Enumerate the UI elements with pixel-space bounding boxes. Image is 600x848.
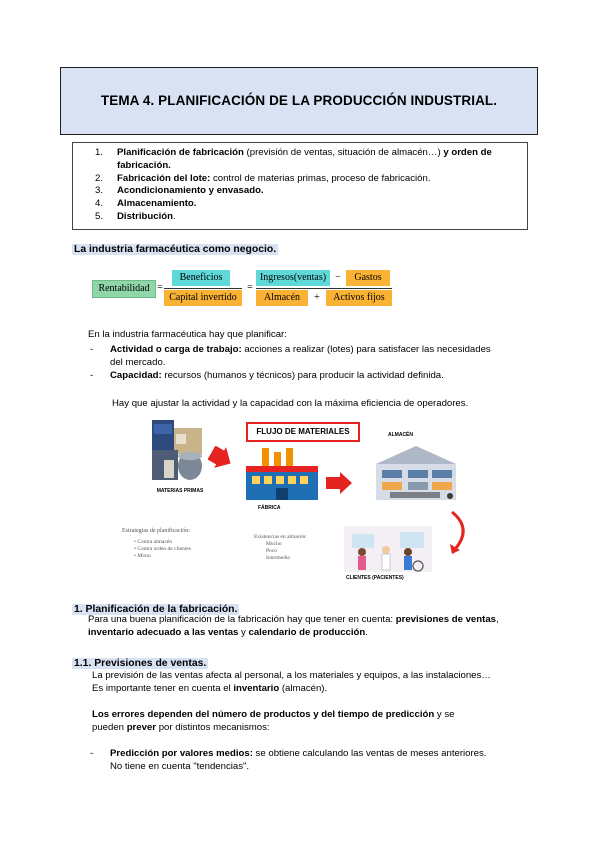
- index-rest: (previsión de ventas, situación de almacén…): [243, 147, 444, 158]
- s11-p4b: prever: [126, 721, 157, 733]
- s11-p3a: Los errores dependen del número de productos y del tiempo de predicción: [92, 709, 435, 720]
- s11-p1: La previsión de las ventas afecta al personal, a los materiales y equipos, a las instalaciones…: [92, 670, 491, 681]
- s11-p4a: pueden: [92, 721, 127, 733]
- section-1-text: [88, 614, 538, 640]
- stock-item: Mucho: [266, 541, 282, 547]
- s1-text-b: ,: [496, 614, 499, 625]
- s11-p2c: (almacén).: [279, 682, 328, 694]
- title-box: [60, 67, 538, 135]
- s11-item-rest: se obtiene calculando las ventas de meses anteriores.: [252, 748, 487, 759]
- s11-p2b: inventario: [233, 682, 280, 694]
- strategy-item-text: Mixto: [137, 553, 151, 559]
- planning-item-rest: acciones a realizar (lotes) para satisfacer las necesidades: [241, 344, 491, 355]
- index-box: [72, 142, 528, 230]
- materials-flow-diagram: [118, 416, 488, 586]
- planning-item: - Capacidad: recursos (humanos y técnicos) para producir la actividad definida.: [90, 370, 444, 381]
- clients-image: [344, 516, 432, 574]
- index-bold: Acondicionamiento y envasado.: [117, 185, 264, 197]
- formula-capital: Capital invertido: [164, 290, 242, 306]
- planning-item-rest: recursos (humanos y técnicos) para producir la actividad definida.: [161, 370, 444, 381]
- strategy-item: • Contra almacén: [134, 539, 172, 545]
- index-item: [91, 147, 527, 173]
- strategy-item: • Mixto: [134, 553, 151, 559]
- index-item: [91, 185, 527, 198]
- section-1-title: 1. Planificación de la fabricación.: [74, 604, 238, 615]
- page-title: TEMA 4. PLANIFICACIÓN DE LA PRODUCCIÓN INDUSTRIAL.: [100, 93, 498, 108]
- factory-icon: [242, 446, 322, 502]
- planning-item-bold: Capacidad:: [110, 370, 162, 381]
- s11-paragraph-1: [92, 670, 542, 696]
- index-rest: .: [172, 210, 176, 222]
- curved-arrow-icon: [448, 510, 472, 559]
- strategies-block: [122, 528, 191, 560]
- fabrica-label: FÁBRICA: [258, 505, 281, 511]
- section-1-1-heading: [72, 653, 208, 671]
- s1-bold-3: calendario de producción: [248, 626, 366, 638]
- index-num: 1.: [95, 147, 104, 158]
- strategy-item-text: Contra almacén: [137, 539, 172, 545]
- planning-item-rest2: del mercado.: [110, 356, 166, 368]
- formula-eq1: =: [157, 282, 163, 293]
- index-item: [91, 198, 527, 211]
- flujo-title-box: FLUJO DE MATERIALES: [246, 422, 360, 442]
- stock-title: Existencias en almacén:: [254, 534, 307, 540]
- strategies-title: Estrategias de planificación:: [122, 528, 190, 534]
- index-num: 2.: [95, 172, 104, 184]
- index-num: 4.: [95, 198, 104, 210]
- profitability-formula: [92, 268, 402, 308]
- s1-bold-1: previsiones de ventas: [395, 614, 496, 625]
- s1-text-c: y: [238, 626, 249, 638]
- stock-item: Intermedio: [266, 555, 291, 561]
- section-1-1-title: 1.1. Previsiones de ventas.: [74, 658, 207, 669]
- index-bold: Planificación de fabricación: [117, 147, 244, 158]
- formula-activos: Activos fijos: [326, 290, 392, 306]
- adjust-text: Hay que ajustar la actividad y la capacidad con la máxima eficiencia de operadores.: [112, 398, 469, 409]
- stock-item: Poco: [266, 548, 277, 554]
- formula-eq2: =: [247, 282, 253, 293]
- index-rest: control de materias primas, proceso de fabricación.: [210, 172, 431, 184]
- planning-intro: En la industria farmacéutica hay que planificar:: [88, 329, 287, 340]
- s1-bold-2: inventario adecuado a las ventas: [88, 626, 239, 638]
- warehouse-image: [370, 442, 462, 506]
- index-bold2: y orden de fabricación.: [117, 147, 492, 171]
- almacen-label: ALMACÉN: [388, 432, 413, 438]
- s11-item-rest2: No tiene en cuenta "tendencias".: [110, 760, 250, 772]
- index-item: [91, 173, 527, 186]
- formula-almacen: Almacén: [256, 290, 308, 306]
- red-arrow-icon: [326, 472, 352, 499]
- index-num: 3.: [95, 185, 104, 197]
- planning-item: - Actividad o carga de trabajo: acciones a realizar (lotes) para satisfacer las necesidades del mercado.: [90, 344, 491, 368]
- s11-p4c: por distintos mecanismos:: [156, 721, 270, 733]
- formula-minus: −: [335, 272, 341, 283]
- s11-p2a: Es importante tener en cuenta el: [92, 682, 234, 694]
- s11-list-item: - Predicción por valores medios: se obtiene calculando las ventas de meses anteriores. No tiene en cuenta "tendencias".: [90, 748, 487, 772]
- formula-beneficios: Beneficios: [172, 270, 230, 286]
- formula-ingresos: Ingresos(ventas): [256, 270, 330, 286]
- red-arrow-icon: [208, 446, 234, 475]
- index-item: [91, 211, 527, 224]
- s11-item-bold: Predicción por valores medios:: [110, 748, 253, 759]
- raw-materials-image: [152, 420, 204, 482]
- index-num: 5.: [95, 210, 104, 222]
- materias-label: MATERIAS PRIMAS: [156, 488, 204, 494]
- formula-rentabilidad: Rentabilidad: [92, 280, 156, 298]
- index-bold: Fabricación del lote:: [117, 172, 211, 184]
- index-bold: Almacenamiento.: [117, 198, 197, 210]
- s1-text-d: .: [365, 626, 368, 638]
- section-heading-business: [72, 239, 278, 257]
- strategy-item: • Contra orden de clientes: [134, 546, 191, 552]
- formula-gastos: Gastos: [346, 270, 390, 286]
- section-business-title: La industria farmacéutica como negocio.: [74, 244, 277, 255]
- s1-text-a: Para una buena planificación de la fabricación hay que tener en cuenta:: [88, 614, 396, 625]
- clientes-label: CLIENTES (PACIENTES): [346, 575, 404, 581]
- formula-fraction-line2: [256, 288, 392, 289]
- planning-item-bold: Actividad o carga de trabajo:: [110, 344, 242, 355]
- index-bold: Distribución: [117, 210, 173, 222]
- stock-block: [254, 534, 307, 562]
- formula-fraction-line1: [164, 288, 242, 289]
- formula-plus: +: [314, 292, 320, 303]
- s11-p3b: y se: [434, 709, 455, 720]
- s11-paragraph-2: [92, 709, 532, 735]
- strategy-item-text: Contra orden de clientes: [137, 546, 191, 552]
